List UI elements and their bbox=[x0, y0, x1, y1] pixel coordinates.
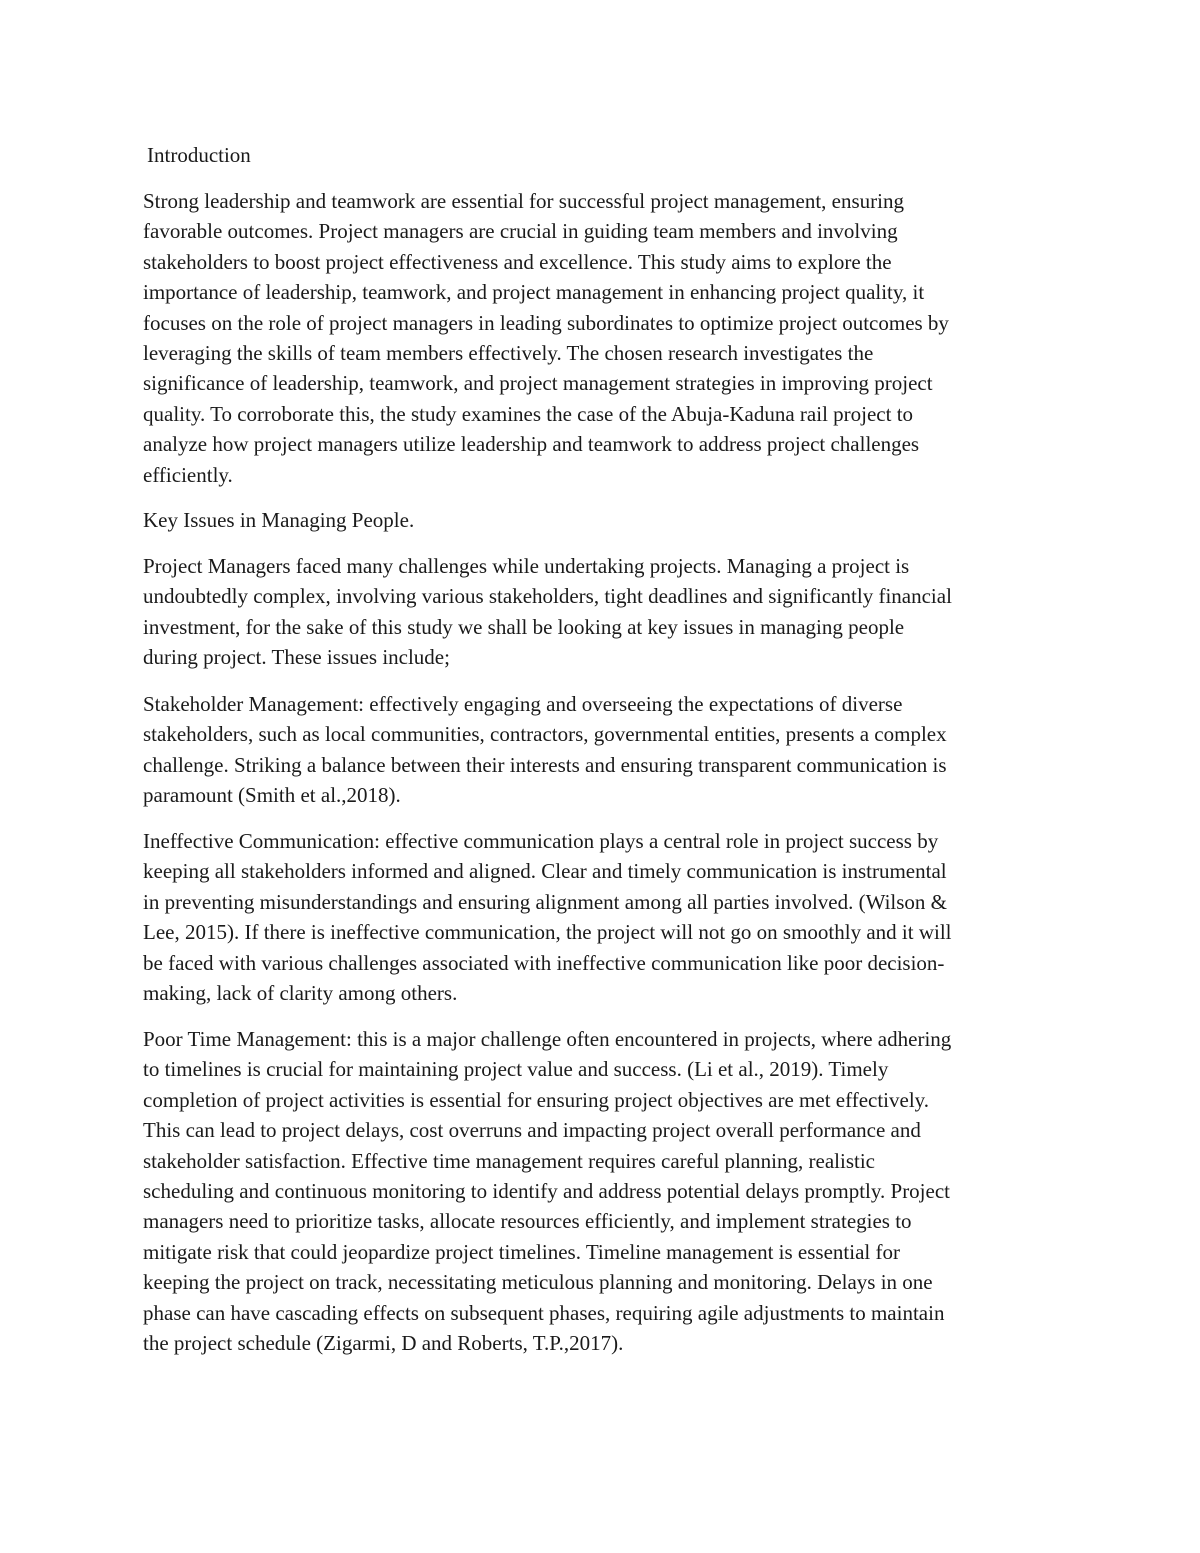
paragraph-line: managers need to prioritize tasks, allocate resources efficiently, and implement strategies to bbox=[143, 1209, 912, 1234]
poor-time-management-paragraph bbox=[143, 1024, 1058, 1358]
paragraph-line: Stakeholder Management: effectively engaging and overseeing the expectations of diverse bbox=[143, 692, 903, 716]
paragraph-line: during project. These issues include; bbox=[143, 645, 450, 670]
introduction-paragraph bbox=[143, 186, 1058, 490]
paragraph-line: This can lead to project delays, cost overruns and impacting project overall performance and bbox=[143, 1118, 921, 1143]
paragraph-line: keeping the project on track, necessitating meticulous planning and monitoring. Delays in one bbox=[143, 1270, 933, 1295]
paragraph-line: investment, for the sake of this study we shall be looking at key issues in managing people bbox=[143, 614, 905, 639]
paragraph-line: Strong leadership and teamwork are essential for successful project management, ensuring bbox=[143, 189, 904, 213]
paragraph-line: Poor Time Management: this is a major challenge often encountered in projects, where adhering bbox=[143, 1027, 952, 1051]
paragraph-line: keeping all stakeholders informed and aligned. Clear and timely communication is instrumental bbox=[143, 859, 947, 884]
ineffective-communication-paragraph bbox=[143, 826, 1058, 1008]
paragraph-line: undoubtedly complex, involving various stakeholders, tight deadlines and significantly financial bbox=[143, 584, 952, 609]
paragraph-line: to timelines is crucial for maintaining project value and success. (Li et al., 2019). Timely bbox=[143, 1057, 889, 1082]
paragraph-line: stakeholders, such as local communities, contractors, governmental entities, presents a complex bbox=[143, 722, 947, 747]
paragraph-line: analyze how project managers utilize leadership and teamwork to address project challenges bbox=[143, 432, 920, 457]
paragraph-line: Ineffective Communication: effective communication plays a central role in project success by bbox=[143, 829, 939, 853]
paragraph-line: quality. To corroborate this, the study examines the case of the Abuja-Kaduna rail project to bbox=[143, 401, 914, 426]
paragraph-line: making, lack of clarity among others. bbox=[143, 981, 458, 1006]
paragraph-line: paramount (Smith et al.,2018). bbox=[143, 783, 401, 808]
paragraph-line: phase can have cascading effects on subsequent phases, requiring agile adjustments to maintain bbox=[143, 1300, 945, 1325]
paragraph-line: focuses on the role of project managers in leading subordinates to optimize project outcomes by bbox=[143, 310, 949, 335]
introduction-heading bbox=[147, 140, 1062, 170]
paragraph-line: completion of project activities is essential for ensuring project objectives are met effectively. bbox=[143, 1087, 930, 1112]
paragraph-line: Lee, 2015). If there is ineffective communication, the project will not go on smoothly and it will bbox=[143, 920, 952, 945]
paragraph-line: in preventing misunderstandings and ensuring alignment among all parties involved. (Wilson & bbox=[143, 889, 948, 914]
paragraph-line: importance of leadership, teamwork, and project management in enhancing project quality, it bbox=[143, 280, 925, 305]
stakeholder-management-paragraph bbox=[143, 689, 1058, 811]
paragraph-line: the project schedule (Zigarmi, D and Roberts, T.P.,2017). bbox=[143, 1331, 624, 1356]
paragraph-line: stakeholder satisfaction. Effective time management requires careful planning, realistic bbox=[143, 1148, 875, 1173]
paragraph-line: scheduling and continuous monitoring to identify and address potential delays promptly. Project bbox=[143, 1179, 950, 1204]
paragraph-line: mitigate risk that could jeopardize project timelines. Timeline management is essential for bbox=[143, 1239, 900, 1264]
paragraph-line: efficiently. bbox=[143, 462, 233, 487]
paragraph-line: Project Managers faced many challenges while undertaking projects. Managing a project is bbox=[143, 554, 910, 578]
introduction-heading-text: Introduction bbox=[147, 143, 251, 167]
key-issues-heading bbox=[143, 505, 1058, 535]
paragraph-line: be faced with various challenges associated with ineffective communication like poor decision- bbox=[143, 950, 945, 975]
paragraph-line: stakeholders to boost project effectiveness and excellence. This study aims to explore the bbox=[143, 249, 892, 274]
paragraph-line: challenge. Striking a balance between their interests and ensuring transparent communication is bbox=[143, 752, 947, 777]
key-issues-heading-text: Key Issues in Managing People. bbox=[143, 508, 415, 532]
paragraph-line: leveraging the skills of team members effectively. The chosen research investigates the bbox=[143, 341, 874, 366]
paragraph-line: significance of leadership, teamwork, and project management strategies in improving project bbox=[143, 371, 933, 396]
key-issues-paragraph bbox=[143, 551, 1058, 673]
paragraph-line: favorable outcomes. Project managers are crucial in guiding team members and involving bbox=[143, 219, 898, 244]
